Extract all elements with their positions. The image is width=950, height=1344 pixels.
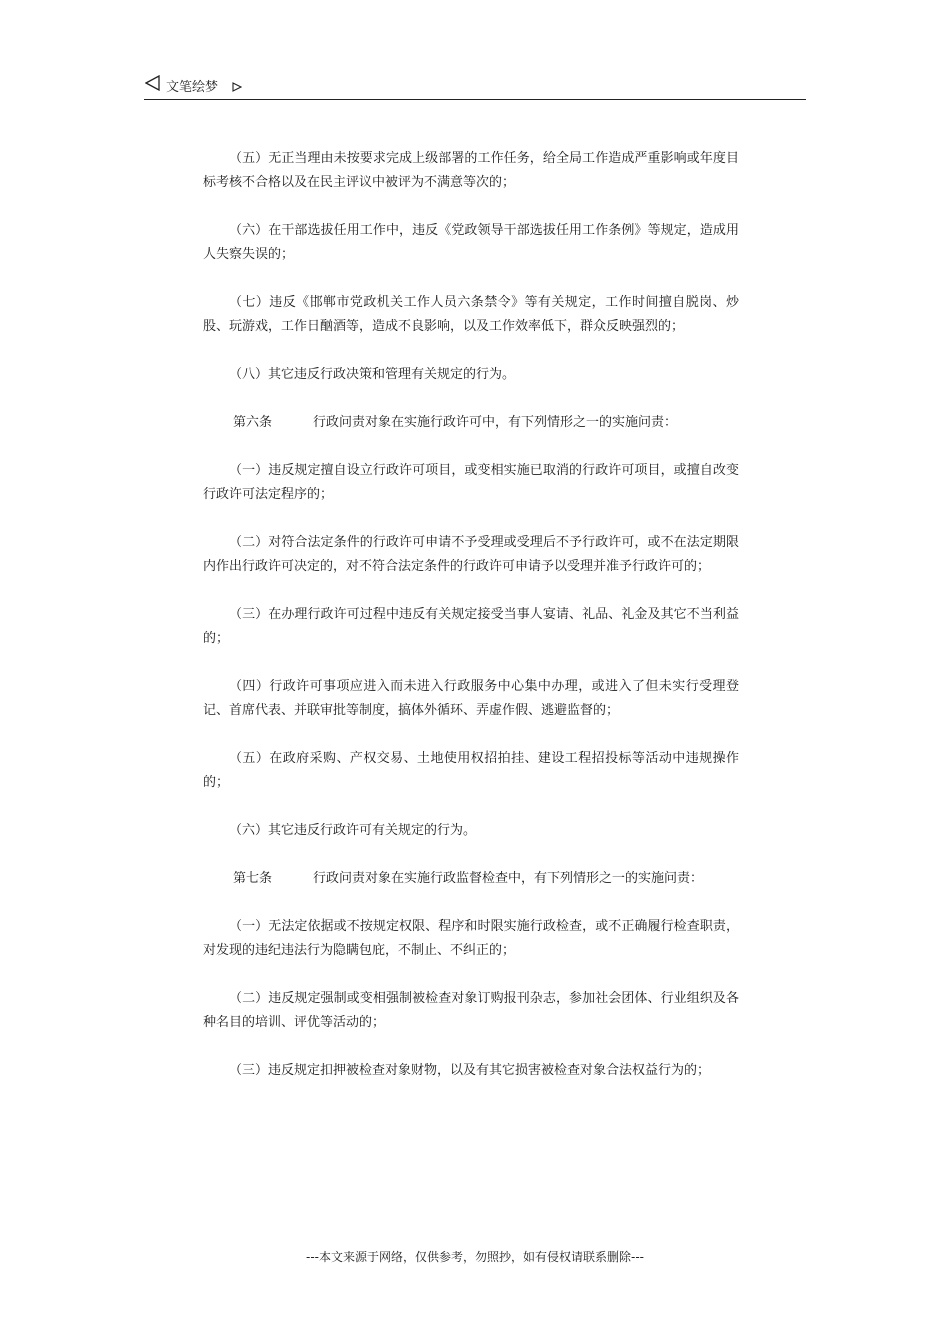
triangle-left-icon [145, 75, 161, 91]
page-footer: ---本文来源于网络，仅供参考，勿照抄，如有侵权请联系删除--- [306, 1250, 644, 1264]
article-six [203, 411, 739, 435]
triangle-right-icon [232, 77, 242, 87]
paragraph-item: （五）无正当理由未按要求完成上级部署的工作任务，给全局工作造成严重影响或年度目标考核不合格以及在民主评议中被评为不满意等次的； [203, 151, 739, 190]
paragraph-item: （三）在办理行政许可过程中违反有关规定接受当事人宴请、礼品、礼金及其它不当利益的； [203, 607, 739, 646]
document-body [203, 147, 739, 1107]
paragraph-item: （一）无法定依据或不按规定权限、程序和时限实施行政检查，或不正确履行检查职责，对发现的违纪违法行为隐瞒包庇，不制止、不纠正的； [203, 919, 739, 958]
article-text: 行政问责对象在实施行政监督检查中，有下列情形之一的实施问责： [313, 871, 704, 886]
paragraph-item: （六）在干部选拔任用工作中，违反《党政领导干部选拔任用工作条例》等规定，造成用人失察失误的； [203, 223, 739, 262]
article-text: 行政问责对象在实施行政许可中，有下列情形之一的实施问责： [313, 415, 678, 430]
paragraph-item: （三）违反规定扣押被检查对象财物，以及有其它损害被检查对象合法权益行为的； [229, 1063, 711, 1078]
page-header [144, 72, 806, 100]
brand-name: 文笔绘梦 [166, 80, 219, 95]
article-label: 第七条 [233, 871, 273, 886]
paragraph-item: （二）违反规定强制或变相强制被检查对象订购报刊杂志，参加社会团体、行业组织及各种名目的培训、评优等活动的； [203, 991, 739, 1030]
paragraph-item: （二）对符合法定条件的行政许可申请不予受理或受理后不予行政许可，或不在法定期限内作出行政许可决定的，对不符合法定条件的行政许可申请予以受理并准予行政许可的； [203, 535, 739, 574]
paragraph-item: （八）其它违反行政决策和管理有关规定的行为。 [229, 367, 516, 382]
paragraph-item: （五）在政府采购、产权交易、土地使用权招拍挂、建设工程招投标等活动中违规操作的； [203, 751, 739, 790]
paragraph-item: （七）违反《邯郸市党政机关工作人员六条禁令》等有关规定，工作时间擅自脱岗、炒股、玩游戏，工作日酗酒等，造成不良影响，以及工作效率低下，群众反映强烈的； [203, 295, 739, 334]
paragraph-item: （一）违反规定擅自设立行政许可项目，或变相实施已取消的行政许可项目，或擅自改变行政许可法定程序的； [203, 463, 739, 502]
article-label: 第六条 [233, 415, 273, 430]
paragraph-item: （四）行政许可事项应进入而未进入行政服务中心集中办理，或进入了但未实行受理登记、首席代表、并联审批等制度，搞体外循环、弄虚作假、逃避监督的； [203, 679, 739, 718]
article-seven [203, 867, 739, 891]
paragraph-item: （六）其它违反行政许可有关规定的行为。 [229, 823, 477, 838]
